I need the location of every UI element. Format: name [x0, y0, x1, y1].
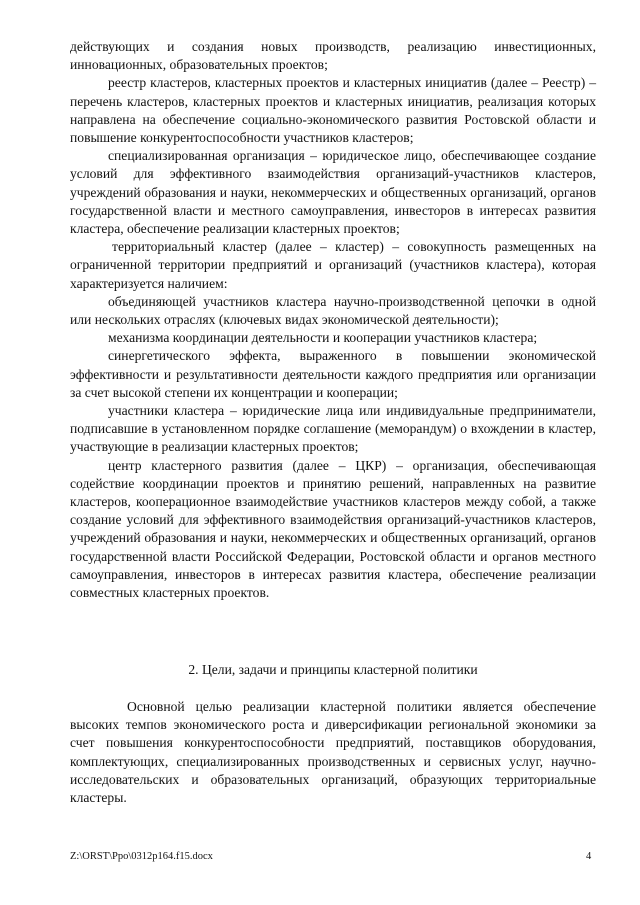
paragraph-cluster-participants: участники кластера – юридические лица или индивидуальные предприниматели, подписавшие в установленном порядке соглашение (меморандум) о вхождении в кластер, участвующие в реализации кластерных проектов;	[70, 403, 596, 455]
paragraph-specialized-organization: специализированная организация – юридическое лицо, обеспечивающее создание условий для эффективного взаимодействия организаций-участников кластеров, учреждений образования и науки, некоммерческих и общественных организаций, органов государственной власти и местного самоуправления, инвесторов в интересах развития кластера, обеспечение реализации кластерных проектов;	[70, 148, 596, 237]
paragraph-1: действующих и создания новых производств, реализацию инвестиционных, инновационных, образовательных проектов;	[70, 39, 596, 73]
section-heading: 2. Цели, задачи и принципы кластерной политики	[188, 662, 478, 677]
footer-file-path: Z:\ORST\Ppo\0312p164.f15.docx	[70, 851, 213, 862]
paragraph-registry: реестр кластеров, кластерных проектов и кластерных инициатив (далее – Реестр) – перечень кластеров, кластерных проектов и кластерных инициатив, реализация которых направлена на обеспечение социально-экономического развития Ростовской области и повышение конкурентоспособности участников кластеров;	[70, 75, 596, 146]
document-body	[70, 38, 596, 602]
footer-page-number: 4	[586, 851, 592, 862]
section-paragraph: Основной целью реализации кластерной политики является обеспечение высоких темпов экономического роста и диверсификации региональной экономики за счет повышения конкурентоспособности предприятий, поставщиков оборудования, комплектующих, специализированных производственных и сервисных услуг, научно-исследовательских и образовательных организаций, образующих территориальные кластеры.	[70, 699, 596, 806]
paragraph-cluster-development-center: центр кластерного развития (далее – ЦКР) – организация, обеспечивающая содействие координации проектов и принятию решений, направленных на развитие кластеров, кооперационное взаимодействие участников кластеров между собой, а также создание условий для эффективного взаимодействия организаций-участников кластеров, учреждений образования и науки, некоммерческих и общественных организаций, органов государственной власти Российской Федерации, Ростовской области и органов местного самоуправления, инвесторов в интересах развития кластера, обеспечение реализации совместных кластерных проектов.	[70, 457, 596, 601]
paragraph-coordination-mechanism: механизма координации деятельности и кооперации участников кластера;	[108, 330, 538, 346]
paragraph-territorial-cluster: территориальный кластер (далее – кластер) – совокупность размещенных на ограниченной территории предприятий и организаций (участников кластера), которая характеризуется наличием:	[70, 239, 596, 291]
section-body	[70, 698, 596, 807]
paragraph-synergy-effect: синергетического эффекта, выраженного в повышении экономической эффективности и результативности деятельности каждого предприятия или организации за счет высокой степени их концентрации и кооперации;	[70, 348, 596, 400]
paragraph-production-chain: объединяющей участников кластера научно-производственной цепочки в одной или нескольких отраслях (ключевых видах экономической деятельности);	[70, 293, 596, 328]
